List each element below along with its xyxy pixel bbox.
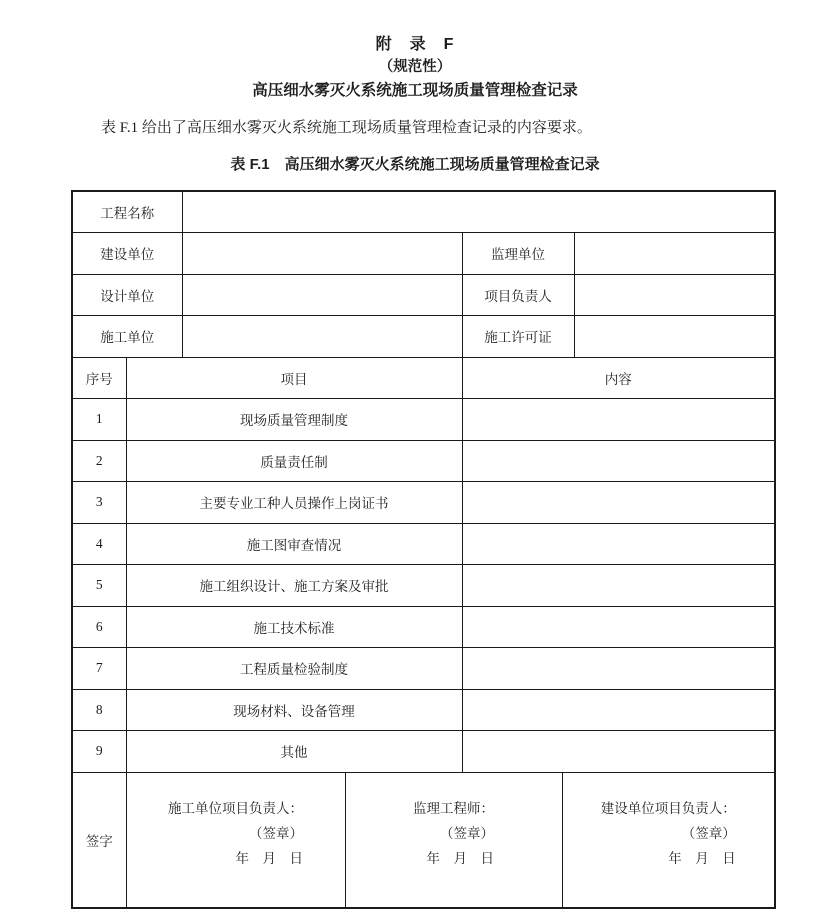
design-unit-value (182, 274, 462, 316)
sig-line-title: 施工单位项目负责人： (168, 801, 303, 817)
info-row-build-unit (72, 233, 775, 275)
project-name-row (72, 191, 775, 233)
signature-cell-owner (562, 772, 775, 908)
item-row-8 (72, 689, 775, 731)
signature-block-construction (168, 796, 303, 871)
appendix-heading: 高压细水雾灭火系统施工现场质量管理检查记录 (252, 82, 578, 99)
info-row-construction-unit (72, 316, 775, 358)
sig-line-seal: （签章） (249, 826, 303, 842)
item-content (462, 440, 775, 482)
supervision-unit-label: 监理单位 (462, 233, 574, 275)
sig-line-date: 年 月 日 (426, 851, 494, 867)
item-row-2 (72, 440, 775, 482)
construction-permit-value (574, 316, 775, 358)
item-content (462, 482, 775, 524)
item-no: 2 (72, 440, 126, 482)
item-no: 9 (72, 731, 126, 773)
item-no: 4 (72, 523, 126, 565)
project-name-value (182, 191, 775, 233)
item-row-1 (72, 399, 775, 441)
design-unit-label: 设计单位 (72, 274, 182, 316)
item-no: 6 (72, 606, 126, 648)
item-name: 主要专业工种人员操作上岗证书 (126, 482, 462, 524)
signature-cell-construction (126, 772, 345, 908)
table-caption: 表 F.1 高压细水雾灭火系统施工现场质量管理检查记录 (230, 156, 600, 173)
col-no-header: 序号 (72, 357, 126, 399)
item-row-9 (72, 731, 775, 773)
sig-line-seal: （签章） (440, 826, 494, 842)
item-row-6 (72, 606, 775, 648)
sig-line-date: 年 月 日 (668, 851, 736, 867)
item-name: 现场材料、设备管理 (126, 689, 462, 731)
item-name: 施工图审查情况 (126, 523, 462, 565)
item-content (462, 648, 775, 690)
column-header-row (72, 357, 775, 399)
item-no: 7 (72, 648, 126, 690)
project-name-label: 工程名称 (72, 191, 182, 233)
item-content (462, 565, 775, 607)
build-unit-label: 建设单位 (72, 233, 182, 275)
item-row-3 (72, 482, 775, 524)
item-no: 5 (72, 565, 126, 607)
info-row-design-unit (72, 274, 775, 316)
item-row-4 (72, 523, 775, 565)
item-no: 3 (72, 482, 126, 524)
project-leader-label: 项目负责人 (462, 274, 574, 316)
item-content (462, 399, 775, 441)
build-unit-value (182, 233, 462, 275)
signature-cell-supervisor (345, 772, 562, 908)
sig-line-title: 建设单位项目负责人： (600, 801, 736, 817)
signature-row (72, 772, 775, 908)
project-leader-value (574, 274, 775, 316)
appendix-title: 附 录 F (375, 36, 455, 53)
item-content (462, 523, 775, 565)
item-row-7 (72, 648, 775, 690)
item-row-5 (72, 565, 775, 607)
construction-unit-value (182, 316, 462, 358)
signature-block-owner (601, 796, 736, 871)
supervision-unit-value (574, 233, 775, 275)
construction-unit-label: 施工单位 (72, 316, 182, 358)
item-name: 现场质量管理制度 (126, 399, 462, 441)
item-no: 8 (72, 689, 126, 731)
item-name: 施工技术标准 (126, 606, 462, 648)
item-name: 质量责任制 (126, 440, 462, 482)
item-content (462, 689, 775, 731)
item-content (462, 731, 775, 773)
signature-row-label: 签字 (72, 772, 126, 908)
inspection-record-table (71, 190, 776, 909)
item-content (462, 606, 775, 648)
intro-paragraph: 表 F.1 给出了高压细水雾灭火系统施工现场质量管理检查记录的内容要求。 (101, 120, 592, 136)
item-name: 其他 (126, 731, 462, 773)
signature-block-supervisor (413, 796, 494, 871)
normative-note: （规范性） (378, 59, 452, 75)
sig-line-seal: （签章） (681, 826, 736, 842)
item-name: 工程质量检验制度 (126, 648, 462, 690)
sig-line-date: 年 月 日 (235, 851, 303, 867)
construction-permit-label: 施工许可证 (462, 316, 574, 358)
item-no: 1 (72, 399, 126, 441)
col-content-header: 内容 (462, 357, 775, 399)
col-item-header: 项目 (126, 357, 462, 399)
item-name: 施工组织设计、施工方案及审批 (126, 565, 462, 607)
sig-line-title: 监理工程师： (413, 801, 494, 817)
